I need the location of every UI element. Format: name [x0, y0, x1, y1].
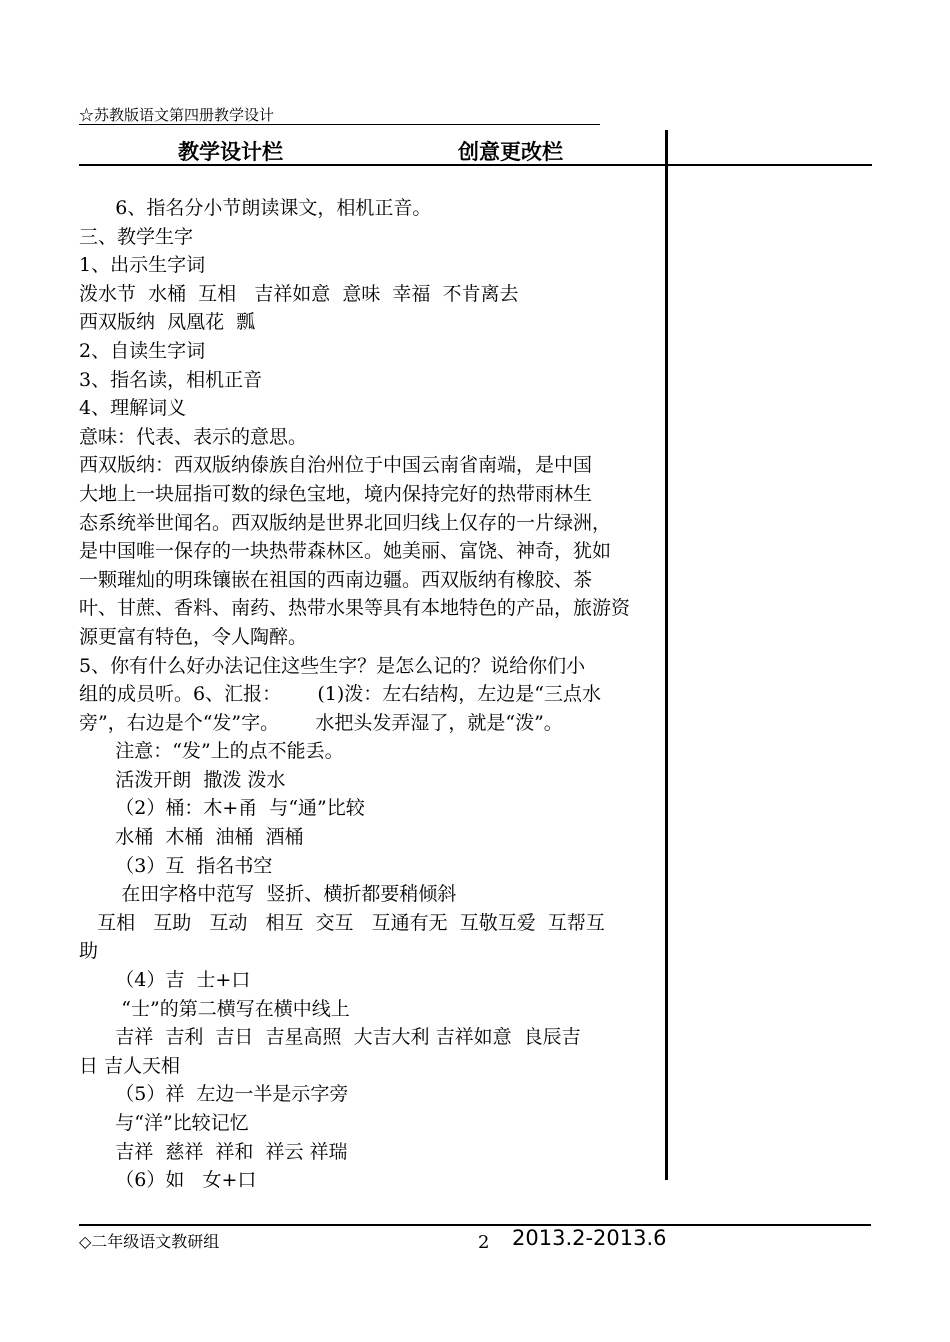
footer-date: 2013.2-2013.6 [512, 1226, 667, 1250]
text-line: 旁”，右边是个“发”字。 水把头发弄湿了，就是“泼”。 [79, 711, 563, 734]
text-line: 水桶 木桶 油桶 酒桶 [79, 826, 304, 849]
text-line: 吉祥 慈祥 祥和 祥云 祥瑞 [79, 1140, 348, 1163]
text-line: 是中国唯一保存的一块热带森林区。她美丽、富饶、神奇，犹如 [79, 540, 612, 563]
text-line: 泼水节 水桶 互相 吉祥如意 意味 幸福 不肯离去 [79, 282, 519, 305]
text-line: 组的成员听。6、汇报： (1)泼：左右结构，左边是“三点水 [79, 683, 601, 706]
text-line: 源更富有特色，令人陶醉。 [79, 625, 308, 648]
table-header-rule [79, 164, 872, 166]
text-line: （6）如 女+口 [79, 1169, 257, 1192]
text-line: 西双版纳：西双版纳傣族自治州位于中国云南省南端，是中国 [79, 454, 593, 477]
page-number: 2 [478, 1232, 490, 1253]
text-line: 日 吉人天相 [79, 1054, 181, 1077]
text-line: （4）吉 士+口 [79, 969, 251, 992]
text-line: 一颗璀灿的明珠镶嵌在祖国的西南边疆。西双版纳有橡胶、茶 [79, 568, 593, 591]
text-line: 互相 互助 互动 相互 交互 互通有无 互敬互爱 互帮互 [79, 911, 605, 934]
text-line: 3、指名读，相机正音 [79, 368, 263, 391]
text-line: 吉祥 吉利 吉日 吉星高照 大吉大利 吉祥如意 良辰吉 [79, 1026, 581, 1049]
text-line: 在田字格中范写 竖折、横折都要稍倾斜 [79, 883, 457, 906]
text-line: （3）互 指名书空 [79, 854, 273, 877]
text-line: 助 [79, 940, 99, 963]
footer-rule [79, 1224, 871, 1226]
header-rule [79, 124, 600, 125]
text-line: 意味：代表、表示的意思。 [79, 425, 308, 448]
lesson-body [79, 194, 669, 1195]
text-line: 2、自读生字词 [79, 339, 206, 362]
text-line: 西双版纳 凤凰花 瓢 [79, 311, 256, 334]
text-line: 态系统举世闻名。西双版纳是世界北回归线上仅存的一片绿洲， [79, 511, 612, 534]
header-text: ☆苏教版语文第四册教学设计 [79, 106, 275, 124]
text-line: “士”的第二横写在横中线上 [79, 997, 350, 1020]
column-title-left: 教学设计栏 [178, 139, 283, 164]
text-line: 5、你有什么好办法记住这些生字？是怎么记的？说给你们小 [79, 654, 586, 677]
text-line: 1、出示生字词 [79, 254, 206, 277]
text-line: 注意：“发”上的点不能丢。 [79, 740, 344, 763]
footer-group: ◇二年级语文教研组 [79, 1232, 220, 1251]
text-line: 三、教学生字 [79, 225, 194, 248]
text-line: （5）祥 左边一半是示字旁 [79, 1083, 349, 1106]
text-line: 活泼开朗 撒泼 泼水 [79, 768, 286, 791]
text-line: 大地上一块屈指可数的绿色宝地，境内保持完好的热带雨林生 [79, 482, 593, 505]
text-line: （2）桶：木+甬 与“通”比较 [79, 797, 365, 820]
text-line: 叶、甘蔗、香料、南药、热带水果等具有本地特色的产品，旅游资 [79, 597, 631, 620]
text-line: 6、指名分小节朗读课文，相机正音。 [79, 197, 432, 219]
text-line: 4、理解词义 [79, 397, 187, 420]
column-title-right: 创意更改栏 [458, 139, 563, 164]
text-line: 与“洋”比较记忆 [79, 1112, 249, 1134]
